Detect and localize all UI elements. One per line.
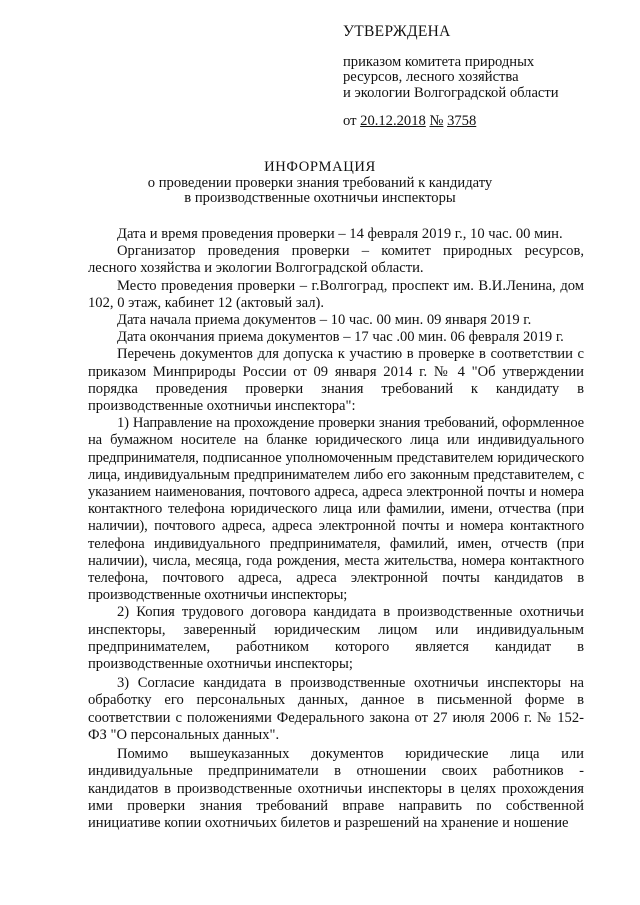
document-subtitle-line-2: в производственные охотничьи инспекторы <box>184 190 456 206</box>
order-number: 3758 <box>447 113 477 129</box>
document-subtitle-line-1: о проведении проверки знания требований к кандидату <box>147 174 493 191</box>
paragraph-date-time: Дата и время проведения проверки – 14 февраля 2019 г., 10 час. 00 мин. <box>117 226 563 242</box>
paragraph-end-date: Дата окончания приема документов – 17 час .00 мин. 06 февраля 2019 г. <box>117 329 564 346</box>
document-body <box>88 226 584 832</box>
approval-stamp <box>343 24 623 130</box>
paragraph-location: Место проведения проверки – г.Волгоград, проспект им. В.И.Ленина, дом 102, 0 этаж, кабинет 12 (актовый зал). <box>88 277 584 311</box>
order-date: 20.12.2018 <box>360 113 426 129</box>
order-prefix: от <box>343 113 357 129</box>
approval-title: УТВЕРЖДЕНА <box>343 23 451 40</box>
order-number-prefix: № <box>429 113 444 129</box>
approval-line-3: и экологии Волгоградской области <box>343 84 559 101</box>
approval-order <box>343 114 623 130</box>
list-item-3: 3) Согласие кандидата в производственные охотничьи инспекторы на обработку его персональных данных, данное в письменной форме в соответствии с положениями Федерального закона от 27 июля 2006 г. № 152-ФЗ "О персональных данных". <box>88 675 584 743</box>
list-item-2: 2) Копия трудового договора кандидата в производственные охотничьи инспекторы, заверенный юридическим лицом или индивидуальным предпринимателем, работником которого является кандидат в производственные охотничьи инспекторы; <box>88 604 584 673</box>
paragraph-additional: Помимо вышеуказанных документов юридические лица или индивидуальные предприниматели в отношении своих работников - кандидатов в производственные охотничьи инспекторы в целях прохождения ими проверки знания требований вправе направить по собственной инициативе копии охотничьих билетов и разрешений на хранение и ношение <box>88 746 584 831</box>
approval-line-2: ресурсов, лесного хозяйства <box>343 69 519 85</box>
list-item-1: 1) Направление на прохождение проверки знания требований, оформленное на бумажном носителе на бланке юридического лица или индивидуального предпринимателя, подписанное уполномоченным представителем юридического лица, индивидуальным предпринимателем либо его законным представителем, с указанием наименования, почтового адреса, адреса электронной почты и номера контактного телефона юридического лица или фамилии, имени, отчества (при наличии), почтового адреса, адреса электронной почты и номера контактного телефона индивидуального предпринимателя, фамилий, имен, отчеств (при наличии), числа, месяца, года рождения, места жительства, номера контактного телефона, почтового адреса, адреса электронной почты кандидатов в производственные охотничьи инспекторы; <box>88 415 584 604</box>
paragraph-organizer: Организатор проведения проверки – комитет природных ресурсов, лесного хозяйства и экологии Волгоградской области. <box>88 243 584 277</box>
document-heading <box>0 160 640 207</box>
paragraph-start-date: Дата начала приема документов – 10 час. 00 мин. 09 января 2019 г. <box>117 312 532 329</box>
document-title: ИНФОРМАЦИЯ <box>264 159 376 175</box>
approval-line-1: приказом комитета природных <box>343 53 535 70</box>
paragraph-documents-list: Перечень документов для допуска к участию в проверке в соответствии с приказом Минприроды России от 09 января 2014 г. № 4 "Об утверждении порядка проведения проверки знания требований к кандидату в производственные охотничьи инспектора": <box>88 346 584 415</box>
